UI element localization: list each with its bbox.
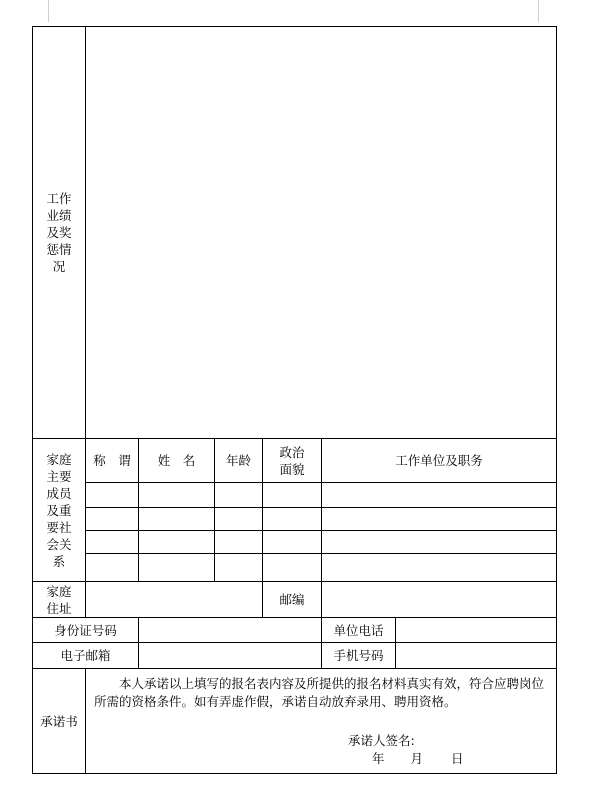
family-employer-field[interactable] [322, 483, 557, 508]
family-politics-field[interactable] [263, 554, 322, 582]
address-row [33, 582, 557, 618]
pledge-content-cell [86, 669, 557, 774]
family-age-field[interactable] [215, 508, 263, 531]
family-header-politics [263, 439, 322, 483]
family-name-field[interactable] [139, 483, 215, 508]
family-employer-field[interactable] [322, 508, 557, 531]
family-member-row [33, 531, 557, 554]
family-header-row [33, 439, 557, 483]
date-year-label: 年 [372, 751, 385, 766]
email-label: 电子邮箱 [33, 643, 139, 669]
pledge-label: 承诺书 [33, 669, 86, 774]
work-phone-field[interactable] [396, 618, 557, 643]
family-politics-field[interactable] [263, 483, 322, 508]
id-number-label: 身份证号码 [33, 618, 139, 643]
family-header-employer: 工作单位及职务 [322, 439, 557, 483]
signature-label: 承诺人签名: [348, 733, 415, 748]
family-header-politics-label: 政治面貌 [279, 444, 305, 477]
family-age-field[interactable] [215, 531, 263, 554]
work-achievement-label-cell [33, 27, 86, 439]
family-age-field[interactable] [215, 554, 263, 582]
id-number-field[interactable] [139, 618, 322, 643]
address-field[interactable] [86, 582, 263, 618]
date-day-label: 日 [451, 751, 464, 766]
family-name-field[interactable] [139, 531, 215, 554]
family-header-name: 姓 名 [139, 439, 215, 483]
family-relation-field[interactable] [86, 483, 139, 508]
pledge-text: 本人承诺以上填写的报名表内容及所提供的报名材料真实有效，符合应聘岗位所需的资格条件。如有弄虚作假，承诺自动放弃录用、聘用资格。 [94, 676, 545, 709]
mobile-field[interactable] [396, 643, 557, 669]
work-achievement-row [33, 27, 557, 439]
family-member-row [33, 483, 557, 508]
id-row [33, 618, 557, 643]
page-margin-mark-left [48, 0, 49, 22]
postcode-label: 邮编 [263, 582, 322, 618]
family-relation-field[interactable] [86, 508, 139, 531]
pledge-row [33, 669, 557, 774]
family-label-cell [33, 439, 86, 582]
application-form-table [32, 26, 557, 774]
mobile-label: 手机号码 [322, 643, 396, 669]
work-achievement-label: 工作业绩及奖惩情况 [46, 191, 72, 274]
family-header-relation: 称 谓 [86, 439, 139, 483]
work-phone-label: 单位电话 [322, 618, 396, 643]
family-member-row [33, 508, 557, 531]
family-relation-field[interactable] [86, 531, 139, 554]
email-row [33, 643, 557, 669]
signature-date [372, 750, 464, 767]
address-label: 家庭住址 [46, 583, 72, 616]
date-month-label: 月 [410, 751, 424, 766]
family-label: 家庭主要成员及重要社会关系 [46, 451, 72, 569]
family-politics-field[interactable] [263, 508, 322, 531]
address-label-cell [33, 582, 86, 618]
family-politics-field[interactable] [263, 531, 322, 554]
email-field[interactable] [139, 643, 322, 669]
work-achievement-field[interactable] [86, 27, 557, 439]
family-header-age: 年龄 [215, 439, 263, 483]
family-employer-field[interactable] [322, 554, 557, 582]
family-name-field[interactable] [139, 508, 215, 531]
family-employer-field[interactable] [322, 531, 557, 554]
page-margin-mark-right [538, 0, 539, 22]
postcode-field[interactable] [322, 582, 557, 618]
family-age-field[interactable] [215, 483, 263, 508]
family-name-field[interactable] [139, 554, 215, 582]
family-member-row [33, 554, 557, 582]
family-relation-field[interactable] [86, 554, 139, 582]
